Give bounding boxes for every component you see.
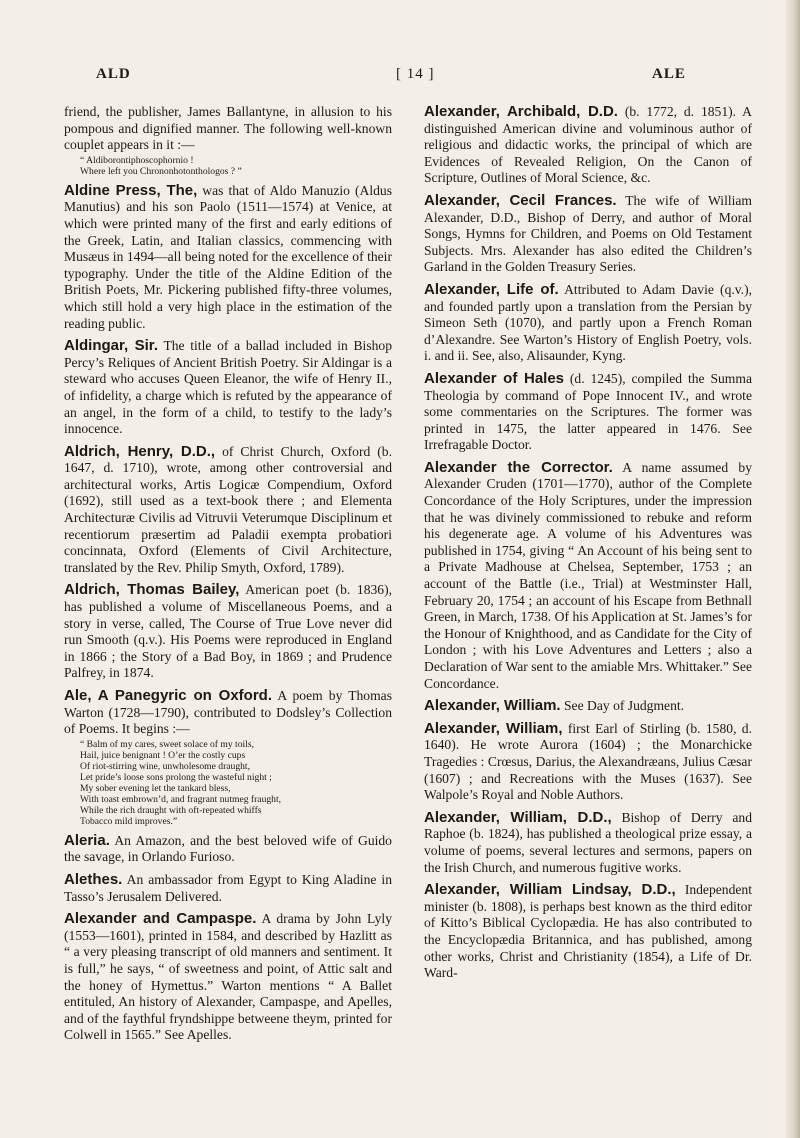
header-left: ALD xyxy=(96,66,131,82)
entry-alexander-william-stirling xyxy=(424,721,752,804)
headword: Alexander of Hales xyxy=(424,369,565,387)
entry-text: See Day of Judgment. xyxy=(564,698,685,714)
entry-alexander-william-derry xyxy=(424,810,752,876)
entry-text: A drama by John Lyly (1553—1601), printed in 1584, and described by Hazlitt as “ a very pleasing transcript of old manners and sentiment. It is full,” he says, “ of sweetness and point, of Attic salt and the honey of Hymettus.” Warton mentions “ A Ballet entituled, An history of Alexander, Campaspe, and Apelles, and of the faythful fryndshippe betweene theym, printed for Colwell in 1565.” See Apelles. xyxy=(64,911,392,1043)
entry-text: of Christ Church, Oxford (b. 1647, d. 1710), wrote, among other controversial and architectural works, Artis Logicæ Compendium, Oxford (1692), still used as a text-book there ; and Elementa Architecturæ Civilis ad Vitruvii Veterumque Disciplinum et recentiorum præsertim ad Paladii exempta probatiori concinnata, Oxford (Elements of Civil Architecture, translated by the Rev. Philip Smyth, Oxford, 1789). xyxy=(64,443,392,575)
entry-text: A name assumed by Alexander Cruden (1701—1770), author of the Complete Concordance of the Holy Scriptures, under the impression that he was divinely commissioned to rebuke and reform his degenerate age. A volume of his Adventures was published in 1754, giving “ An Account of his being sent to a Private Madhouse at Chelsea, September, 1753 ; an account of the Battle (i.e., Trial) at Westminster Hall, February 20, 1754 ; an account of his Escape from Bethnall Green, in March, 1738. Of his Application at St. James’s for the Honour of Knighthood, and as Candidate for the City of London ; with his Love Adventures and Letters ; also a Declaration of War sent to the amiable Mrs. Whittaker.” See Concordance. xyxy=(424,459,752,691)
headword: Alexander, Archibald, D.D. xyxy=(424,103,618,120)
entry-text: (d. 1245), compiled the Summa Theologia by command of Pope Innocent IV., and wrote some commentaries on the Scriptures. The former was printed in 1475, the latter appeared in 1476. See Irrefragable Doctor. xyxy=(424,370,752,453)
entry-text: An Amazon, and the best beloved wife of Guido the savage, in Orlando Furioso. xyxy=(64,832,392,865)
verse-quote xyxy=(80,155,392,177)
verse-line: Let pride’s loose sons prolong the wasteful night ; xyxy=(80,771,272,783)
entry-alexander-life xyxy=(424,282,752,365)
headword: Alexander the Corrector. xyxy=(424,458,613,476)
headword: Alexander, Life of. xyxy=(424,280,559,298)
verse-line: “ Balm of my cares, sweet solace of my toils, xyxy=(80,738,254,750)
headword: Aleria. xyxy=(64,831,110,849)
running-header xyxy=(66,66,756,90)
headword: Alexander, William. xyxy=(424,697,561,715)
entry-alethes xyxy=(64,872,392,905)
headword: Alexander, Cecil Frances. xyxy=(424,191,617,209)
page-edge xyxy=(786,0,800,1138)
entry-text: American poet (b. 1836), has published a volume of Miscellaneous Poems, and a story in verse, called, The Course of True Love never did run Smooth (q.v.). His Poems were reproduced in England in 1866 ; the Story of a Bad Boy, in 1869 ; and Prudence Palfrey, in 1874. xyxy=(64,582,393,681)
entry-text: The title of a ballad included in Bishop Percy’s Reliques of Ancient British Poetry. Sir Aldingar is a steward who accuses Queen Eleanor, the wife of Henry II., of infidelity, a charge which is refuted by the appearance of an angel, in the form of a child, to testify to the lady’s innocence. xyxy=(64,338,392,437)
headword: Ale, A Panegyric on Oxford. xyxy=(64,687,272,704)
entry-text: (b. 1772, d. 1851). A distinguished American divine and voluminous author of religious and didactic works, the principal of which are Evidences of Revealed Religion, On the Canon of Scripture, Outlines of Moral Science, &c. xyxy=(424,104,752,186)
entry-text: A poem by Thomas Warton (1728—1790), contributed to Dodsley’s Collection of Poems. It begins :— xyxy=(64,688,393,737)
verse-line: While the rich draught with oft-repeated whiffs xyxy=(80,804,262,816)
entry-text: was that of Aldo Manuzio (Aldus Manutius) and his son Paolo (1511—1574) at Venice, at which were printed many of the first and early editions of the Greek, Latin, and Italian classics, commencing with Musæus in 1494—all being noted for the excellence of their typography. Under the title of the Aldine Edition of the British Poets, Mr. Pickering published fifty-three volumes, which still hold a very high place in the estimation of the reading public. xyxy=(64,182,392,331)
entry-text: friend, the publisher, James Ballantyne, in allusion to his pompous and dignified manner. The following well-known couplet appears in it :— xyxy=(64,104,392,153)
entry-alexander-archibald xyxy=(424,104,752,187)
entry-aldrich-thomas xyxy=(64,582,392,682)
headword: Aldrich, Henry, D.D., xyxy=(64,442,216,460)
entry-text: first Earl of Stirling (b. 1580, d. 1640). He wrote Aurora (1604) ; the Monarchicke Tragedies : Crœsus, Darius, the Alexandræans, Julius Cæsar (1607) ; and Recreations with the Muses (1637). See Walpole’s Royal and Noble Authors. xyxy=(424,720,752,803)
entry-aldine-press xyxy=(64,183,392,332)
page-number: [ 14 ] xyxy=(396,66,435,82)
entry-alexander-william-lindsay xyxy=(424,882,752,982)
verse-line: Tobacco mild improves.” xyxy=(80,815,178,827)
entry-alexander-cecil xyxy=(424,193,752,276)
entry-aldingar xyxy=(64,338,392,438)
headword: Alexander, William, xyxy=(424,719,563,737)
entry-alexander-william xyxy=(424,698,752,715)
entry-alexander-hales xyxy=(424,371,752,454)
entry-text: Bishop of Derry and Raphoe (b. 1824), has published a theological prize essay, a volume of poems, several lectures and sermons, papers on the Irish Church, and numerous fugitive works. xyxy=(424,809,752,875)
verse-quote xyxy=(80,739,392,827)
headword: Alexander, William, D.D., xyxy=(424,808,612,826)
headword: Aldingar, Sir. xyxy=(64,337,158,355)
headword: Aldrich, Thomas Bailey, xyxy=(64,581,240,599)
verse-line: With toast embrown’d, and fragrant nutmeg fraught, xyxy=(80,793,282,805)
entry-continuation xyxy=(64,104,392,177)
entry-aleria xyxy=(64,833,392,866)
header-right: ALE xyxy=(652,66,686,82)
verse-line: Of riot-stirring wine, unwholesome draught, xyxy=(80,760,250,772)
verse-line: Hail, juice benignant ! O’er the costly cups xyxy=(80,749,246,761)
left-column xyxy=(64,104,392,1050)
verse-line: “ Aldiborontiphoscophornio ! xyxy=(80,154,194,166)
headword: Alexander and Campaspe. xyxy=(64,910,257,928)
right-column xyxy=(424,104,752,988)
headword: Alexander, William Lindsay, D.D., xyxy=(424,881,676,899)
verse-line: My sober evening let the tankard bless, xyxy=(80,782,231,794)
entry-alexander-corrector xyxy=(424,460,752,692)
verse-line: Where left you Chrononhotonthologos ? ” xyxy=(80,165,242,177)
entry-ale-panegyric xyxy=(64,688,392,827)
entry-text: An ambassador from Egypt to King Aladine in Tasso’s Jerusalem Delivered. xyxy=(64,871,392,904)
headword: Aldine Press, The, xyxy=(64,181,198,199)
entry-aldrich-henry xyxy=(64,444,392,577)
entry-text: The wife of William Alexander, D.D., Bishop of Derry, and author of Moral Songs, Hymns for Children, and Poems on Old Testament Subjects. Mrs. Alexander has also edited the Children’s Garland in the Golden Treasury Series. xyxy=(424,192,753,275)
headword: Alethes. xyxy=(64,870,123,888)
entry-alexander-campaspe xyxy=(64,911,392,1044)
entry-text: Independent minister (b. 1808), is perhaps best known as the third editor of Kitto’s Biblical Cyclopædia. He has also contributed to the Encyclopædia Britannica, and has published, among other works, Christ and Christianity (1854), a Life of Dr. Ward- xyxy=(424,882,752,981)
entry-text: Attributed to Adam Davie (q.v.), and founded partly upon a translation from the Persian by Simeon Seth (1070), and partly upon a French Roman d’Alexandre. See Warton’s History of English Poetry, vols. i. and ii. See, also, Alisaunder, Kyng. xyxy=(424,281,752,364)
